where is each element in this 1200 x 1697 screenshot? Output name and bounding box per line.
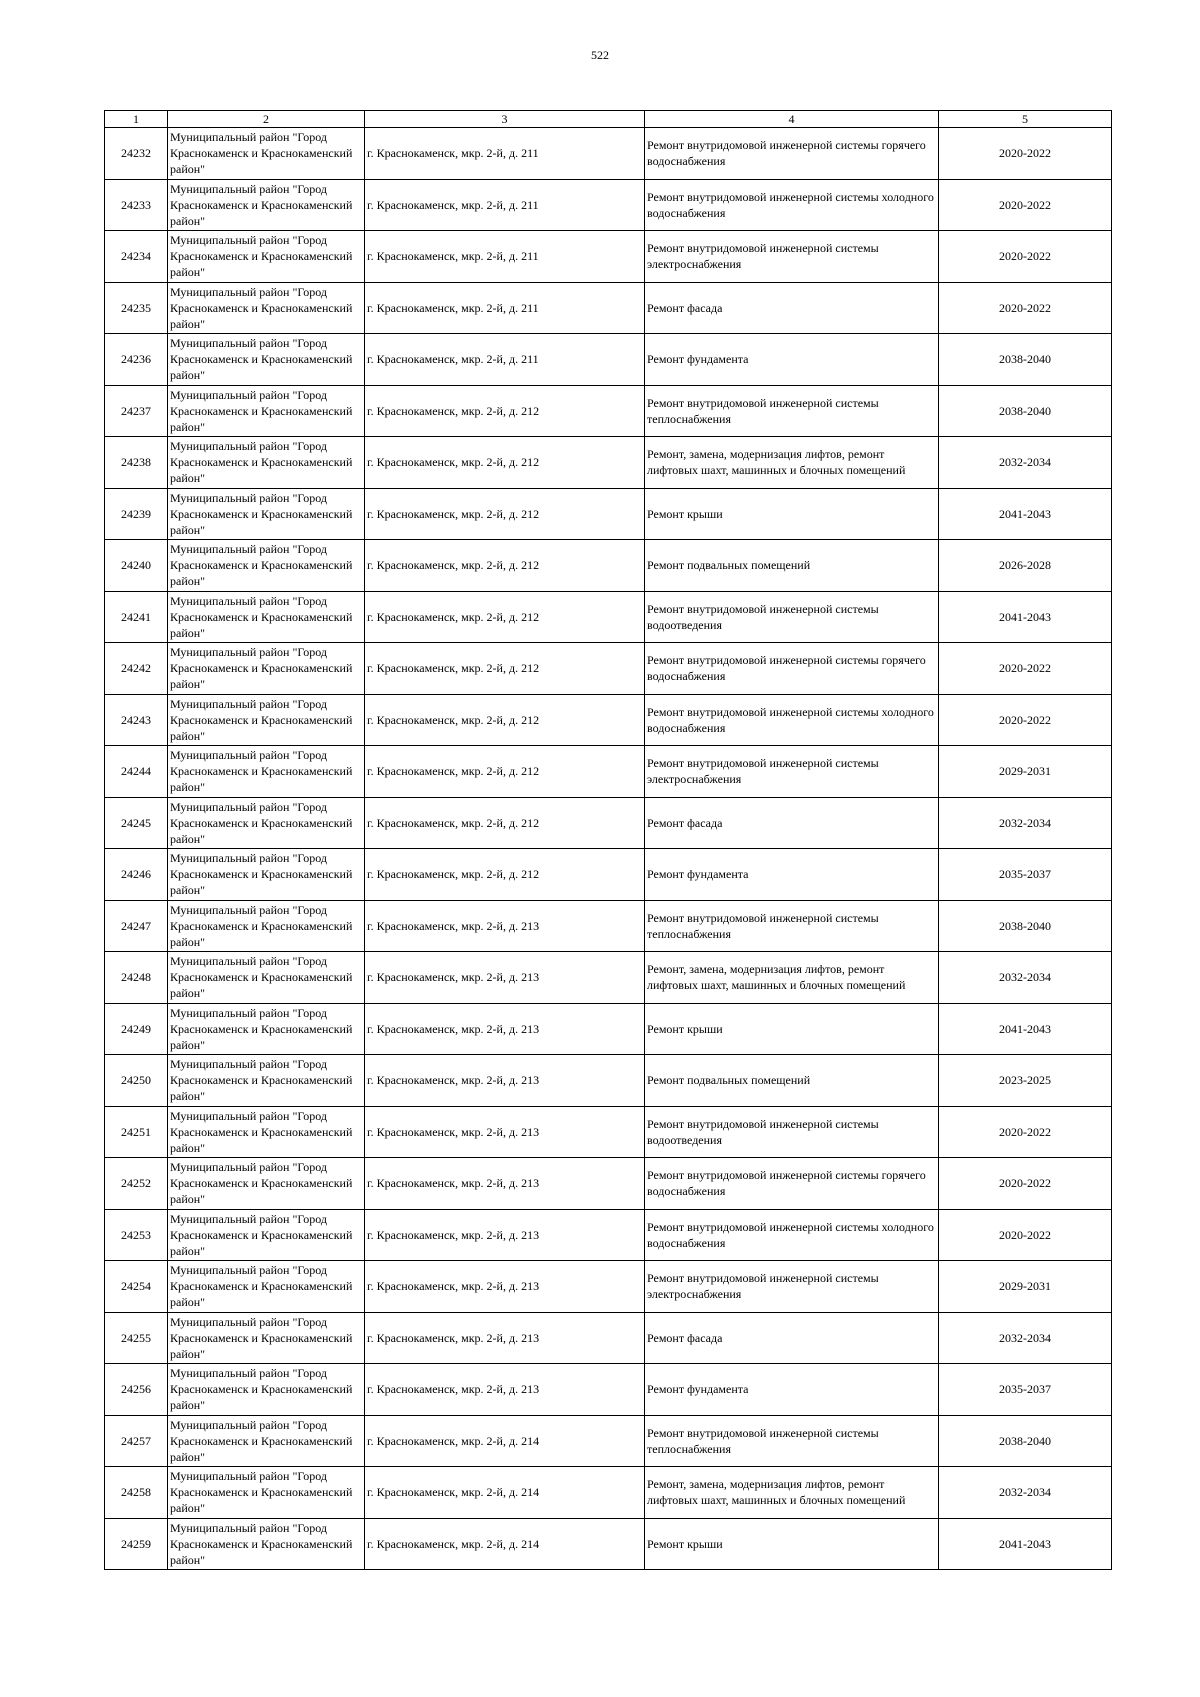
- cell-municipality: Муниципальный район "Город Краснокаменск и Краснокаменский район": [168, 282, 365, 334]
- cell-period: 2020-2022: [939, 694, 1112, 746]
- table-row: [105, 488, 1112, 540]
- cell-address: г. Краснокаменск, мкр. 2-й, д. 212: [365, 849, 645, 901]
- cell-work-type: Ремонт крыши: [645, 488, 939, 540]
- cell-municipality: Муниципальный район "Город Краснокаменск и Краснокаменский район": [168, 1467, 365, 1519]
- cell-number: 24253: [105, 1209, 168, 1261]
- cell-address: г. Краснокаменск, мкр. 2-й, д. 211: [365, 128, 645, 180]
- cell-period: 2020-2022: [939, 1158, 1112, 1210]
- cell-municipality: Муниципальный район "Город Краснокаменск и Краснокаменский район": [168, 694, 365, 746]
- cell-municipality: Муниципальный район "Город Краснокаменск и Краснокаменский район": [168, 1106, 365, 1158]
- cell-address: г. Краснокаменск, мкр. 2-й, д. 213: [365, 952, 645, 1004]
- column-header-2: 2: [168, 111, 365, 128]
- column-header-3: 3: [365, 111, 645, 128]
- repair-schedule-table: [104, 110, 1112, 1570]
- cell-period: 2020-2022: [939, 1209, 1112, 1261]
- cell-period: 2032-2034: [939, 437, 1112, 489]
- table-row: [105, 1055, 1112, 1107]
- table-row: [105, 900, 1112, 952]
- cell-address: г. Краснокаменск, мкр. 2-й, д. 212: [365, 488, 645, 540]
- cell-work-type: Ремонт фундамента: [645, 1364, 939, 1416]
- table-row: [105, 1467, 1112, 1519]
- cell-work-type: Ремонт внутридомовой инженерной системы холодного водоснабжения: [645, 694, 939, 746]
- cell-work-type: Ремонт внутридомовой инженерной системы холодного водоснабжения: [645, 179, 939, 231]
- cell-address: г. Краснокаменск, мкр. 2-й, д. 211: [365, 231, 645, 283]
- cell-number: 24234: [105, 231, 168, 283]
- cell-number: 24242: [105, 643, 168, 695]
- cell-address: г. Краснокаменск, мкр. 2-й, д. 212: [365, 540, 645, 592]
- cell-municipality: Муниципальный район "Город Краснокаменск и Краснокаменский район": [168, 746, 365, 798]
- cell-municipality: Муниципальный район "Город Краснокаменск и Краснокаменский район": [168, 334, 365, 386]
- cell-number: 24237: [105, 385, 168, 437]
- cell-municipality: Муниципальный район "Город Краснокаменск и Краснокаменский район": [168, 488, 365, 540]
- table-row: [105, 746, 1112, 798]
- cell-number: 24240: [105, 540, 168, 592]
- table-row: [105, 591, 1112, 643]
- cell-number: 24238: [105, 437, 168, 489]
- table-header: [105, 111, 1112, 128]
- cell-period: 2041-2043: [939, 1003, 1112, 1055]
- cell-period: 2038-2040: [939, 385, 1112, 437]
- cell-work-type: Ремонт внутридомовой инженерной системы горячего водоснабжения: [645, 128, 939, 180]
- cell-work-type: Ремонт, замена, модернизация лифтов, ремонт лифтовых шахт, машинных и блочных помещений: [645, 437, 939, 489]
- cell-number: 24236: [105, 334, 168, 386]
- cell-work-type: Ремонт внутридомовой инженерной системы электроснабжения: [645, 746, 939, 798]
- cell-work-type: Ремонт внутридомовой инженерной системы теплоснабжения: [645, 385, 939, 437]
- cell-work-type: Ремонт внутридомовой инженерной системы теплоснабжения: [645, 1415, 939, 1467]
- cell-period: 2041-2043: [939, 488, 1112, 540]
- table-row: [105, 952, 1112, 1004]
- cell-number: 24248: [105, 952, 168, 1004]
- cell-number: 24244: [105, 746, 168, 798]
- cell-period: 2029-2031: [939, 746, 1112, 798]
- cell-work-type: Ремонт внутридомовой инженерной системы горячего водоснабжения: [645, 1158, 939, 1210]
- cell-period: 2038-2040: [939, 334, 1112, 386]
- cell-work-type: Ремонт фасада: [645, 797, 939, 849]
- cell-address: г. Краснокаменск, мкр. 2-й, д. 213: [365, 1055, 645, 1107]
- cell-number: 24246: [105, 849, 168, 901]
- cell-number: 24255: [105, 1312, 168, 1364]
- cell-number: 24239: [105, 488, 168, 540]
- column-header-4: 4: [645, 111, 939, 128]
- table-row: [105, 694, 1112, 746]
- cell-period: 2020-2022: [939, 643, 1112, 695]
- cell-number: 24254: [105, 1261, 168, 1313]
- cell-municipality: Муниципальный район "Город Краснокаменск и Краснокаменский район": [168, 1364, 365, 1416]
- cell-municipality: Муниципальный район "Город Краснокаменск и Краснокаменский район": [168, 797, 365, 849]
- table-row: [105, 1261, 1112, 1313]
- cell-work-type: Ремонт внутридомовой инженерной системы холодного водоснабжения: [645, 1209, 939, 1261]
- cell-address: г. Краснокаменск, мкр. 2-й, д. 212: [365, 694, 645, 746]
- cell-period: 2020-2022: [939, 282, 1112, 334]
- cell-address: г. Краснокаменск, мкр. 2-й, д. 212: [365, 797, 645, 849]
- cell-work-type: Ремонт подвальных помещений: [645, 1055, 939, 1107]
- cell-period: 2038-2040: [939, 900, 1112, 952]
- table-row: [105, 540, 1112, 592]
- table-row: [105, 1415, 1112, 1467]
- cell-address: г. Краснокаменск, мкр. 2-й, д. 212: [365, 643, 645, 695]
- cell-municipality: Муниципальный район "Город Краснокаменск и Краснокаменский район": [168, 952, 365, 1004]
- cell-address: г. Краснокаменск, мкр. 2-й, д. 213: [365, 1261, 645, 1313]
- cell-address: г. Краснокаменск, мкр. 2-й, д. 213: [365, 1003, 645, 1055]
- cell-municipality: Муниципальный район "Город Краснокаменск и Краснокаменский район": [168, 385, 365, 437]
- cell-number: 24247: [105, 900, 168, 952]
- table-row: [105, 849, 1112, 901]
- cell-municipality: Муниципальный район "Город Краснокаменск и Краснокаменский район": [168, 540, 365, 592]
- header-row: [105, 111, 1112, 128]
- cell-work-type: Ремонт внутридомовой инженерной системы электроснабжения: [645, 231, 939, 283]
- cell-number: 24245: [105, 797, 168, 849]
- cell-work-type: Ремонт фундамента: [645, 849, 939, 901]
- cell-number: 24235: [105, 282, 168, 334]
- cell-number: 24252: [105, 1158, 168, 1210]
- cell-address: г. Краснокаменск, мкр. 2-й, д. 211: [365, 334, 645, 386]
- cell-municipality: Муниципальный район "Город Краснокаменск и Краснокаменский район": [168, 1312, 365, 1364]
- column-header-5: 5: [939, 111, 1112, 128]
- cell-address: г. Краснокаменск, мкр. 2-й, д. 212: [365, 591, 645, 643]
- cell-municipality: Муниципальный район "Город Краснокаменск и Краснокаменский район": [168, 179, 365, 231]
- cell-municipality: Муниципальный район "Город Краснокаменск и Краснокаменский район": [168, 1209, 365, 1261]
- cell-address: г. Краснокаменск, мкр. 2-й, д. 213: [365, 1364, 645, 1416]
- cell-period: 2041-2043: [939, 591, 1112, 643]
- cell-municipality: Муниципальный район "Город Краснокаменск и Краснокаменский район": [168, 437, 365, 489]
- table-body: [105, 128, 1112, 1570]
- cell-work-type: Ремонт подвальных помещений: [645, 540, 939, 592]
- column-header-1: 1: [105, 111, 168, 128]
- cell-period: 2020-2022: [939, 1106, 1112, 1158]
- cell-address: г. Краснокаменск, мкр. 2-й, д. 211: [365, 179, 645, 231]
- table-row: [105, 1158, 1112, 1210]
- table-row: [105, 1312, 1112, 1364]
- cell-address: г. Краснокаменск, мкр. 2-й, д. 213: [365, 1209, 645, 1261]
- cell-work-type: Ремонт внутридомовой инженерной системы электроснабжения: [645, 1261, 939, 1313]
- cell-municipality: Муниципальный район "Город Краснокаменск и Краснокаменский район": [168, 1518, 365, 1570]
- cell-work-type: Ремонт внутридомовой инженерной системы теплоснабжения: [645, 900, 939, 952]
- cell-address: г. Краснокаменск, мкр. 2-й, д. 212: [365, 385, 645, 437]
- cell-period: 2038-2040: [939, 1415, 1112, 1467]
- cell-municipality: Муниципальный район "Город Краснокаменск и Краснокаменский район": [168, 1003, 365, 1055]
- cell-period: 2032-2034: [939, 952, 1112, 1004]
- cell-period: 2029-2031: [939, 1261, 1112, 1313]
- table-row: [105, 1364, 1112, 1416]
- cell-address: г. Краснокаменск, мкр. 2-й, д. 214: [365, 1518, 645, 1570]
- cell-work-type: Ремонт крыши: [645, 1003, 939, 1055]
- cell-municipality: Муниципальный район "Город Краснокаменск и Краснокаменский район": [168, 591, 365, 643]
- cell-number: 24257: [105, 1415, 168, 1467]
- cell-number: 24251: [105, 1106, 168, 1158]
- cell-municipality: Муниципальный район "Город Краснокаменск и Краснокаменский район": [168, 1415, 365, 1467]
- table-row: [105, 1106, 1112, 1158]
- cell-work-type: Ремонт внутридомовой инженерной системы водоотведения: [645, 1106, 939, 1158]
- table-row: [105, 1003, 1112, 1055]
- cell-period: 2020-2022: [939, 128, 1112, 180]
- cell-period: 2020-2022: [939, 231, 1112, 283]
- cell-period: 2020-2022: [939, 179, 1112, 231]
- cell-address: г. Краснокаменск, мкр. 2-й, д. 214: [365, 1467, 645, 1519]
- cell-municipality: Муниципальный район "Город Краснокаменск и Краснокаменский район": [168, 128, 365, 180]
- table-row: [105, 797, 1112, 849]
- cell-address: г. Краснокаменск, мкр. 2-й, д. 213: [365, 1312, 645, 1364]
- cell-address: г. Краснокаменск, мкр. 2-й, д. 212: [365, 746, 645, 798]
- cell-municipality: Муниципальный район "Город Краснокаменск и Краснокаменский район": [168, 1261, 365, 1313]
- cell-period: 2032-2034: [939, 1312, 1112, 1364]
- table-row: [105, 231, 1112, 283]
- cell-work-type: Ремонт, замена, модернизация лифтов, ремонт лифтовых шахт, машинных и блочных помещений: [645, 1467, 939, 1519]
- table-row: [105, 385, 1112, 437]
- cell-work-type: Ремонт крыши: [645, 1518, 939, 1570]
- page-number: 522: [591, 48, 609, 62]
- cell-number: 24258: [105, 1467, 168, 1519]
- table-row: [105, 1518, 1112, 1570]
- cell-municipality: Муниципальный район "Город Краснокаменск и Краснокаменский район": [168, 1055, 365, 1107]
- cell-municipality: Муниципальный район "Город Краснокаменск и Краснокаменский район": [168, 1158, 365, 1210]
- cell-period: 2026-2028: [939, 540, 1112, 592]
- cell-number: 24243: [105, 694, 168, 746]
- cell-number: 24241: [105, 591, 168, 643]
- table-row: [105, 437, 1112, 489]
- table-row: [105, 128, 1112, 180]
- cell-work-type: Ремонт внутридомовой инженерной системы водоотведения: [645, 591, 939, 643]
- table-row: [105, 334, 1112, 386]
- cell-address: г. Краснокаменск, мкр. 2-й, д. 214: [365, 1415, 645, 1467]
- cell-number: 24232: [105, 128, 168, 180]
- cell-period: 2041-2043: [939, 1518, 1112, 1570]
- table-row: [105, 1209, 1112, 1261]
- cell-period: 2035-2037: [939, 849, 1112, 901]
- cell-period: 2023-2025: [939, 1055, 1112, 1107]
- cell-address: г. Краснокаменск, мкр. 2-й, д. 212: [365, 437, 645, 489]
- cell-address: г. Краснокаменск, мкр. 2-й, д. 213: [365, 1158, 645, 1210]
- cell-work-type: Ремонт фасада: [645, 1312, 939, 1364]
- cell-period: 2032-2034: [939, 1467, 1112, 1519]
- table-row: [105, 643, 1112, 695]
- cell-municipality: Муниципальный район "Город Краснокаменск и Краснокаменский район": [168, 900, 365, 952]
- cell-address: г. Краснокаменск, мкр. 2-й, д. 211: [365, 282, 645, 334]
- cell-number: 24259: [105, 1518, 168, 1570]
- cell-address: г. Краснокаменск, мкр. 2-й, д. 213: [365, 900, 645, 952]
- cell-address: г. Краснокаменск, мкр. 2-й, д. 213: [365, 1106, 645, 1158]
- cell-municipality: Муниципальный район "Город Краснокаменск и Краснокаменский район": [168, 643, 365, 695]
- cell-number: 24250: [105, 1055, 168, 1107]
- cell-number: 24256: [105, 1364, 168, 1416]
- cell-number: 24233: [105, 179, 168, 231]
- cell-work-type: Ремонт фундамента: [645, 334, 939, 386]
- cell-work-type: Ремонт, замена, модернизация лифтов, ремонт лифтовых шахт, машинных и блочных помещений: [645, 952, 939, 1004]
- cell-work-type: Ремонт внутридомовой инженерной системы горячего водоснабжения: [645, 643, 939, 695]
- table-row: [105, 282, 1112, 334]
- cell-municipality: Муниципальный район "Город Краснокаменск и Краснокаменский район": [168, 849, 365, 901]
- cell-municipality: Муниципальный район "Город Краснокаменск и Краснокаменский район": [168, 231, 365, 283]
- table-row: [105, 179, 1112, 231]
- cell-number: 24249: [105, 1003, 168, 1055]
- cell-work-type: Ремонт фасада: [645, 282, 939, 334]
- cell-period: 2032-2034: [939, 797, 1112, 849]
- cell-period: 2035-2037: [939, 1364, 1112, 1416]
